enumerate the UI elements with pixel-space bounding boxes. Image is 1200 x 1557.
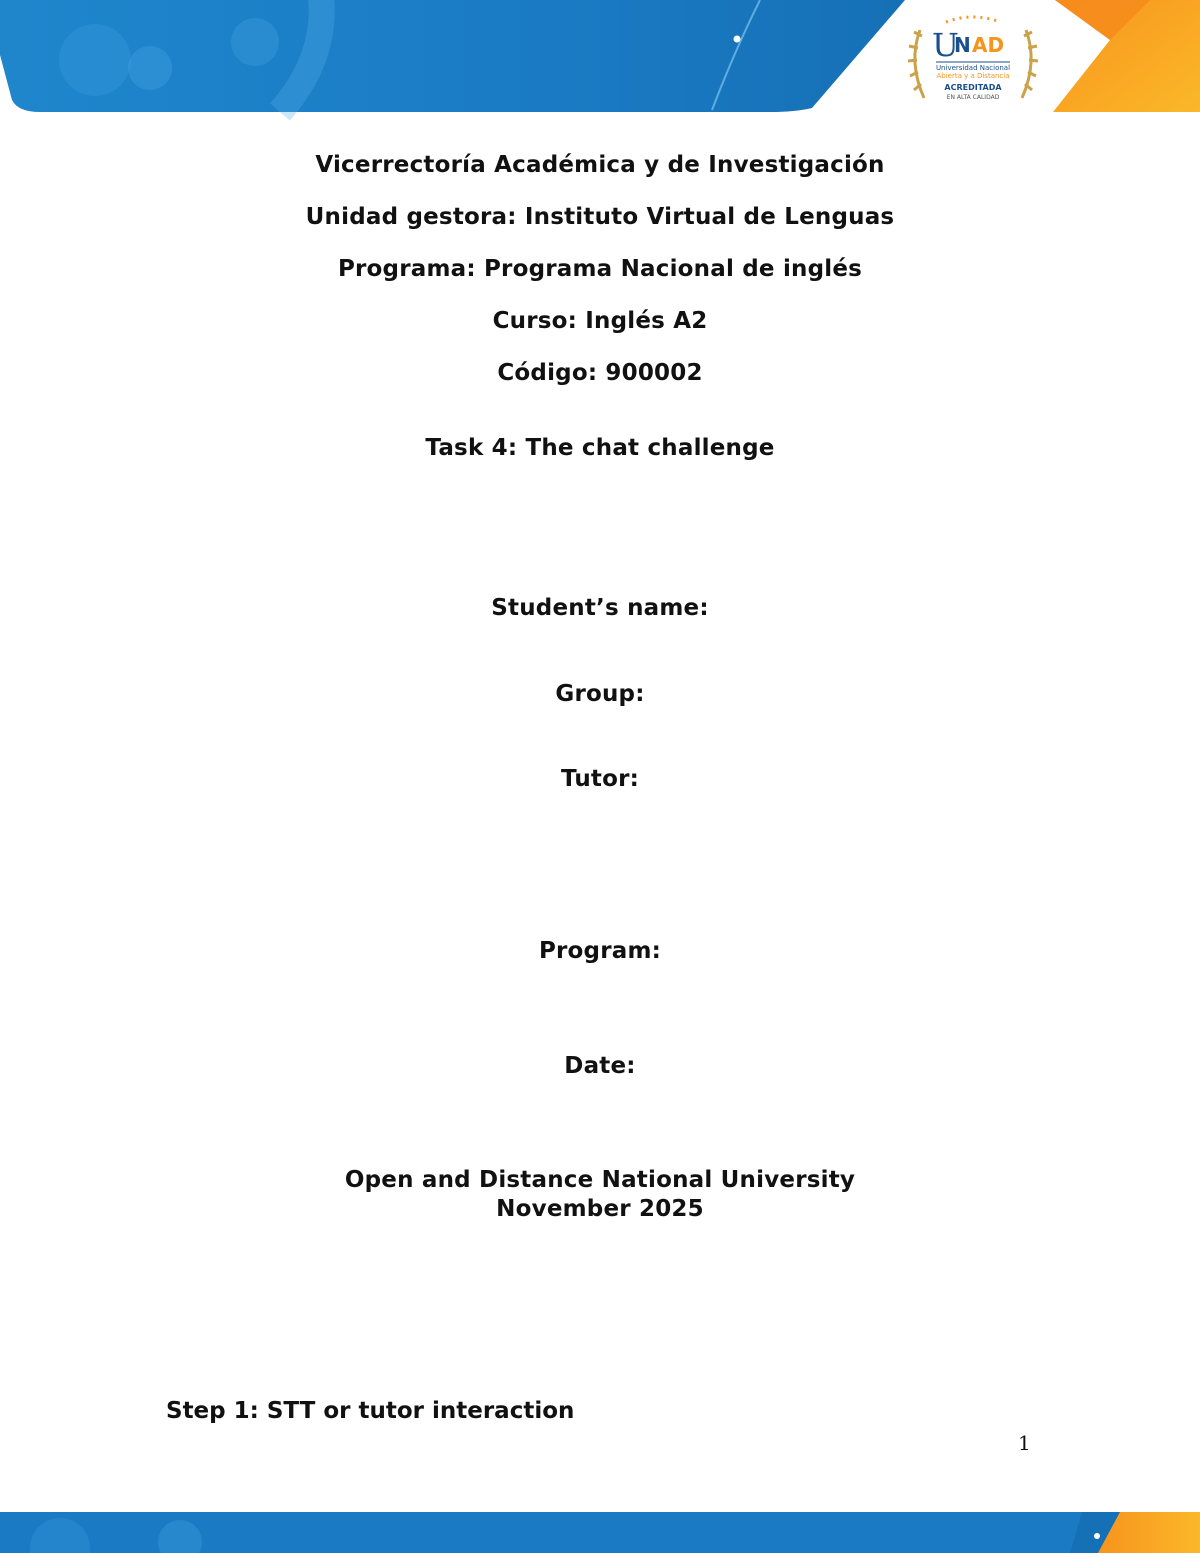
svg-text:Universidad Nacional: Universidad Nacional	[935, 64, 1011, 72]
svg-text:Abierta y a Distancia: Abierta y a Distancia	[936, 72, 1010, 80]
unidad-gestora: Unidad gestora: Instituto Virtual de Lenguas	[305, 204, 895, 230]
svg-text:AD: AD	[972, 33, 1005, 57]
footer-banner	[0, 1508, 1200, 1553]
tutor-label: Tutor:	[560, 766, 640, 792]
student-name-label: Student’s name:	[491, 595, 709, 621]
university-name: Open and Distance National University	[344, 1167, 856, 1193]
date-label: Date:	[564, 1053, 636, 1079]
svg-text:U: U	[932, 26, 959, 64]
codigo-line: Código: 900002	[497, 360, 703, 386]
svg-text:ACREDITADA: ACREDITADA	[944, 83, 1002, 92]
curso-line: Curso: Inglés A2	[492, 308, 708, 334]
svg-text:EN ALTA CALIDAD: EN ALTA CALIDAD	[946, 94, 1000, 101]
header-banner	[0, 0, 1200, 120]
programa-line: Programa: Programa Nacional de inglés	[337, 256, 863, 282]
group-label: Group:	[555, 681, 645, 707]
unad-logo	[906, 12, 1040, 110]
month-year: November 2025	[496, 1196, 704, 1222]
task-title: Task 4: The chat challenge	[425, 435, 775, 461]
program-label: Program:	[538, 938, 662, 964]
unad-logo-icon	[906, 12, 1040, 110]
svg-text:N: N	[954, 33, 971, 57]
step-heading: Step 1: STT or tutor interaction	[166, 1398, 575, 1424]
page-number: 1	[1018, 1431, 1031, 1455]
vicerrectoria-title: Vicerrectoría Académica y de Investigación	[315, 152, 885, 178]
footer-banner-graphic	[0, 1508, 1200, 1553]
